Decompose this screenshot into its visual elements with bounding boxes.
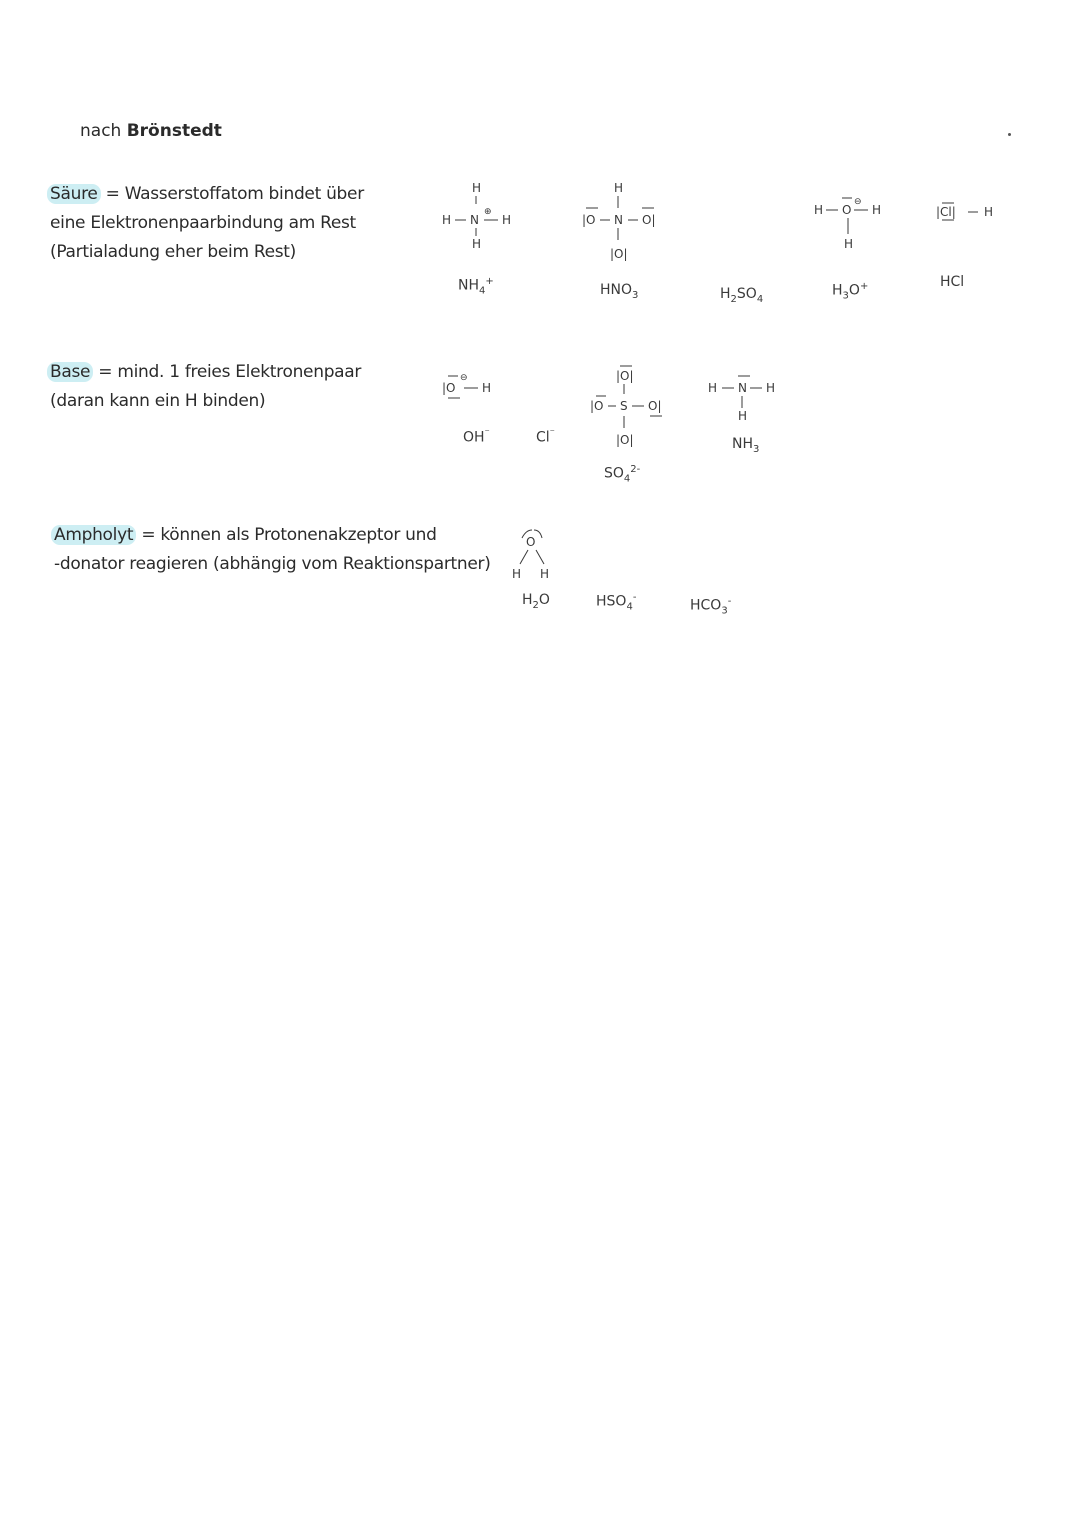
svg-text:N: N [614,213,623,227]
so4-structure [588,362,678,452]
svg-text:H: H [984,205,994,219]
svg-text:H: H [540,567,550,581]
h3o-formula: $H_3O^+$ [832,281,869,302]
hso4-formula: $HSO_4^-$ [596,592,637,613]
svg-text:H: H [872,203,882,217]
svg-text:H: H [472,237,482,248]
svg-text:|O: |O [442,381,456,395]
acid-definition: Säure = Wasserstoffatom bindet über eine Elektronenpaarbindung am Rest (Partialadung eher beim Rest) [50,180,364,267]
svg-text:O|: O| [648,399,662,413]
oh-structure [440,368,504,404]
base-definition: Base = mind. 1 freies Elektronenpaar (daran kann ein H binden) [50,358,361,416]
svg-text:|Cl|: |Cl| [936,205,956,219]
nh4-structure [440,178,520,248]
svg-text:H: H [442,213,452,227]
stray-mark [1008,133,1011,136]
cl-formula: Cl⁻ [536,428,555,446]
svg-text:O: O [526,535,536,549]
svg-text:H: H [738,409,748,423]
ampholyte-text: Ampholyt = können als Protonenakzeptor und -donator reagieren (abhängig vom Reaktionspartner) [54,521,491,579]
svg-text:H: H [502,213,512,227]
svg-text:H: H [814,203,824,217]
svg-text:H: H [614,181,624,195]
svg-text:H: H [844,237,854,251]
svg-text:⊕: ⊕ [484,207,492,217]
h2o-structure [506,526,562,584]
svg-text:|O|: |O| [610,247,628,261]
svg-text:H: H [472,181,482,195]
svg-text:⊖: ⊖ [854,197,862,207]
hno3-formula: $HNO_3$ [600,282,639,301]
svg-text:O: O [842,203,852,217]
svg-text:⊖: ⊖ [460,373,468,383]
hco3-formula: $HCO_3^-$ [690,596,732,617]
svg-text:H: H [512,567,522,581]
so4-formula: $SO_4^{2-}$ [604,464,641,485]
svg-text:O|: O| [642,213,656,227]
base-term: Base [47,362,93,382]
nh3-formula: $NH_3$ [732,436,760,455]
h2so4-formula: $H_2SO_4$ [720,286,764,305]
h3o-structure [812,194,892,254]
hno3-structure [578,178,668,264]
acid-term: Säure [47,184,101,204]
nh3-structure [706,372,786,424]
svg-text:N: N [738,381,747,395]
svg-text:|O|: |O| [616,369,634,383]
svg-text:H: H [482,381,492,395]
h2o-formula: $H_2O$ [522,592,550,611]
svg-text:|O|: |O| [616,433,634,447]
oh-formula: OH⁻ [463,428,490,446]
hcl-formula: HCl [940,274,965,290]
svg-text:H: H [766,381,776,395]
svg-text:S: S [620,399,628,413]
svg-text:H: H [708,381,718,395]
hcl-structure [934,198,1004,224]
svg-text:|O: |O [590,399,604,413]
svg-text:N: N [470,213,479,227]
nh4-formula: $NH_4^+$ [458,276,494,297]
page-heading: nach Brönstedt [80,121,222,141]
svg-text:|O: |O [582,213,596,227]
